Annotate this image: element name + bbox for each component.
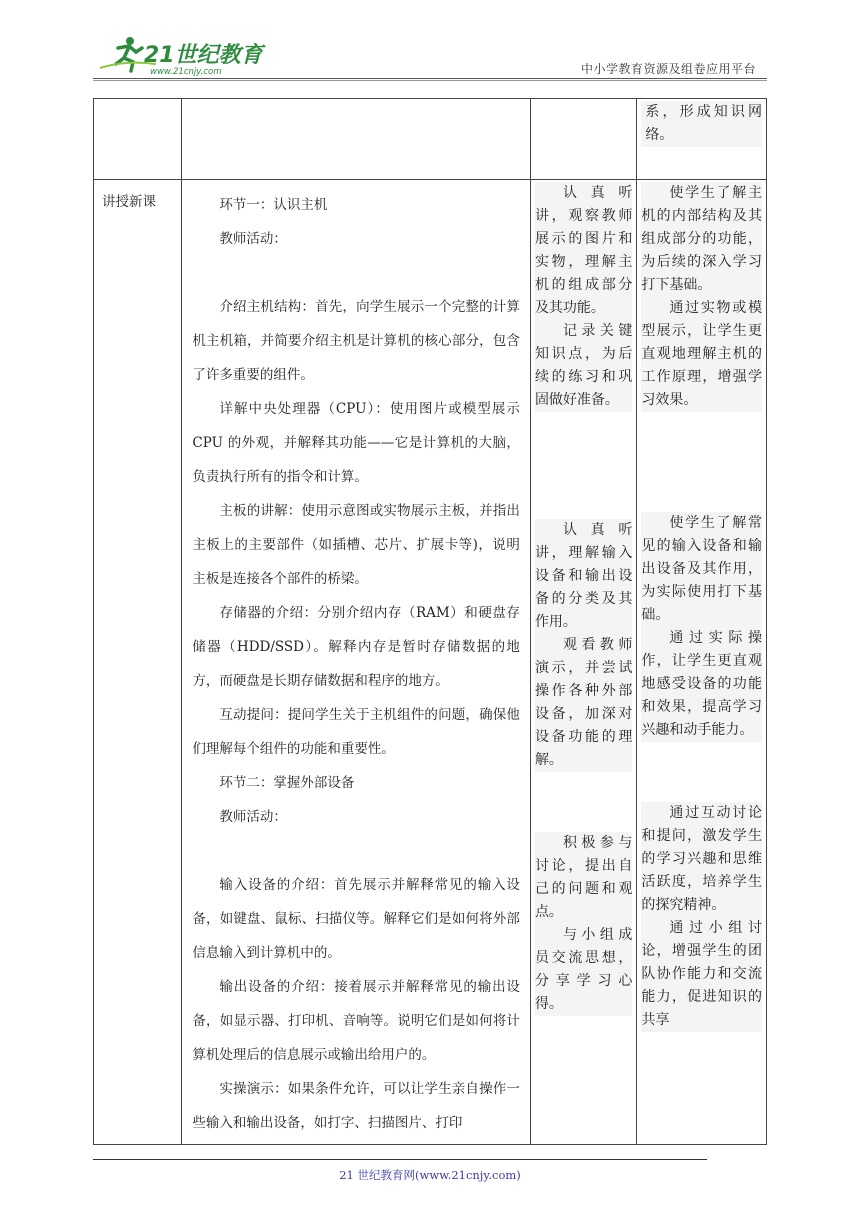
intent-text: 使学生了解主机的内部结构及其组成部分的功能，为后续的深入学习打下基础。 <box>641 185 762 293</box>
paragraph: 互动提问：提问学生关于主机组件的问题，确保他们理解每个组件的功能和重要性。 <box>192 707 520 757</box>
intent-block <box>641 512 762 742</box>
paragraph: 输出设备的介绍：接着展示并解释常见的输出设备，如显示器、打印机、音响等。说明它们是如何将计算机处理后的信息展示或输出给用户的。 <box>192 979 520 1063</box>
paragraph: 实操演示：如果条件允许，可以让学生亲自操作一些输入和输出设备，如打字、扫描图片、打印 <box>192 1081 520 1131</box>
activity-label: 教师活动： <box>219 809 287 825</box>
student-text: 积极参与讨论，提出自己的问题和观点。 <box>534 835 633 920</box>
stage-heading: 环节一：认识主机 <box>219 197 328 213</box>
table-cell <box>94 99 182 180</box>
intent-text: 通过实际操作，让学生更直观地感受设备的功能和效果，提高学习兴趣和动手能力。 <box>641 630 762 738</box>
paragraph: 输入设备的介绍：首先展示并解释常见的输入设备，如键盘、鼠标、扫描仪等。解释它们是如何将外部信息输入到计算机中的。 <box>192 877 520 961</box>
teacher-activity-cell <box>182 180 531 1145</box>
intent-text: 使学生了解常见的输入设备和输出设备及其作用，为实际使用打下基础。 <box>641 515 762 623</box>
paragraph: 介绍主机结构：首先，向学生展示一个完整的计算机主机箱，并简要介绍主机是计算机的核心部分，包含了许多重要的组件。 <box>192 299 520 383</box>
platform-name: 中小学教育资源及组卷应用平台 <box>580 62 756 76</box>
logo-text: 21世纪教育 <box>144 43 263 68</box>
intent-text: 通过实物或模型展示，让学生更直观地理解主机的工作原理，增强学习效果。 <box>641 300 762 408</box>
section-label: 讲授新课 <box>94 180 182 1145</box>
design-intent-cell <box>637 99 767 180</box>
student-text: 认真听讲，观察教师展示的图片和实物，理解主机的组成部分及其功能。 <box>534 185 633 316</box>
lesson-plan-table <box>93 98 767 1145</box>
design-intent-cell <box>637 180 767 1145</box>
student-block <box>535 519 632 772</box>
intent-block <box>641 182 762 412</box>
design-intent-text: 系，形成知识网络。 <box>641 101 762 147</box>
student-block <box>535 182 632 412</box>
site-logo <box>96 34 266 78</box>
paragraph: 存储器的介绍：分别介绍内存（RAM）和硬盘存储器（HDD/SSD）。解释内存是暂时存储数据的地方，而硬盘是长期存储数据和程序的地方。 <box>192 605 520 689</box>
intent-text: 通过小组讨论，增强学生的团队协作能力和交流能力，促进知识的共享 <box>641 920 762 1028</box>
student-text: 观看教师演示，并尝试操作各种外部设备，加深对设备功能的理解。 <box>534 637 633 768</box>
table-row <box>94 180 767 1145</box>
paragraph: 详解中央处理器（CPU）：使用图片或模型展示 CPU 的外观，并解释其功能——它是计算机的大脑，负责执行所有的指令和计算。 <box>192 401 520 485</box>
footer-divider <box>93 1159 707 1160</box>
header-divider <box>93 78 767 79</box>
student-block <box>535 832 632 1016</box>
footer-link[interactable]: 21 世纪教育网(www.21cnjy.com) <box>339 1168 521 1182</box>
student-text: 与小组成员交流思想，分享学习心得。 <box>534 927 633 1012</box>
student-text: 认真听讲，理解输入设备和输出设备的分类及其作用。 <box>534 522 633 630</box>
student-text: 记录关键知识点，为后续的练习和巩固做好准备。 <box>534 323 633 408</box>
table-cell <box>182 99 531 180</box>
header-divider-thin <box>93 80 767 81</box>
table-row <box>94 99 767 180</box>
stage-heading: 环节二：掌握外部设备 <box>219 775 355 791</box>
logo-url: www.21cnjy.com <box>150 67 222 77</box>
student-activity-cell <box>530 180 636 1145</box>
intent-text: 通过互动讨论和提问，激发学生的学习兴趣和思维活跃度，培养学生的探究精神。 <box>641 805 762 913</box>
activity-label: 教师活动： <box>219 231 287 247</box>
intent-block <box>641 802 762 1032</box>
paragraph: 主板的讲解：使用示意图或实物展示主板，并指出主板上的主要部件（如插槽、芯片、扩展卡等)，说明主板是连接各个部件的桥梁。 <box>192 503 520 587</box>
table-cell <box>530 99 636 180</box>
